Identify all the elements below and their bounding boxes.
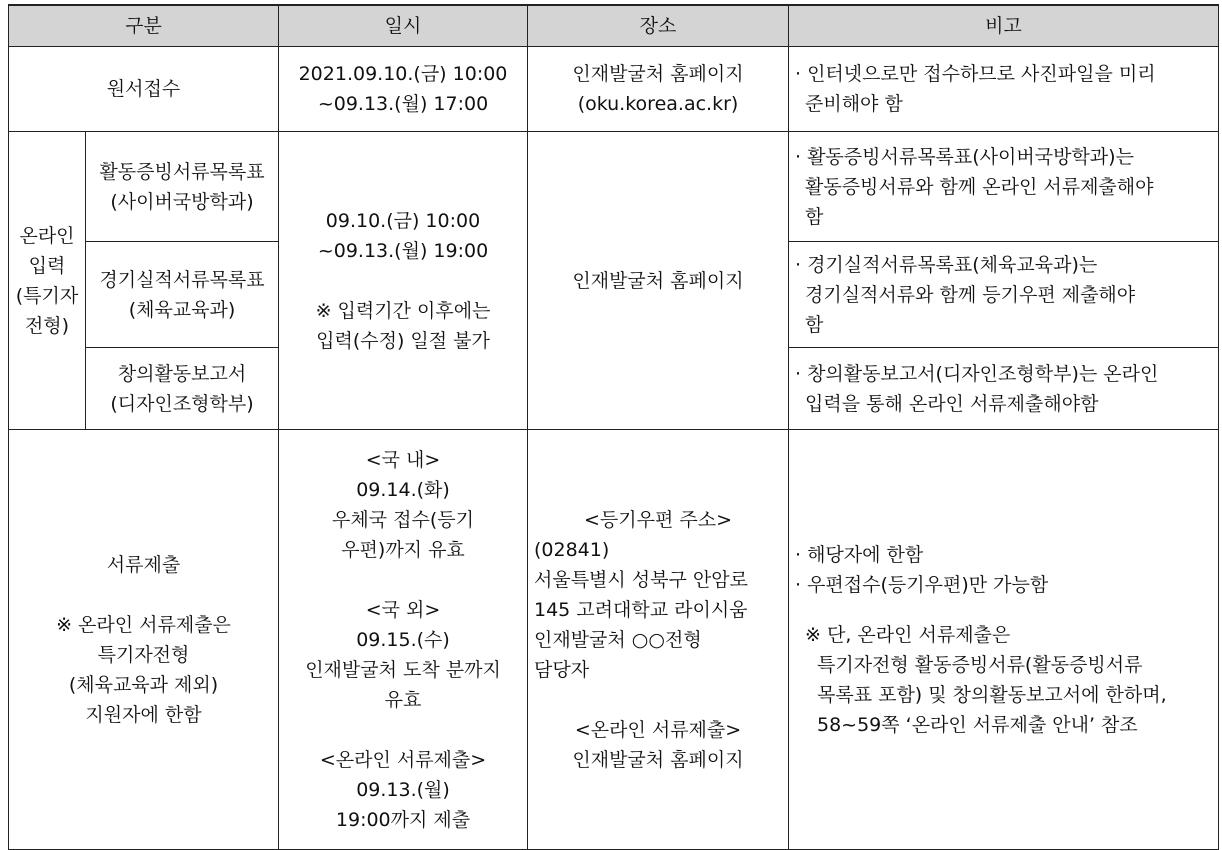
online-sub-creative: 창의활동보고서 (디자인조형학부) (86, 348, 279, 430)
documents-place: <등기우편 주소> (02841) 서울특별시 성북구 안암로 145 고려대학교 라이시움 인재발굴처 ○○전형 담당자 <온라인 서류제출> 인재발굴처 홈페이지 (528, 430, 789, 850)
documents-date: <국 내> 09.14.(화) 우체국 접수(등기 우편)까지 유효 <국 외> 09.15.(수) 인재발굴처 도착 분까지 유효 <온라인 서류제출> 09.13.(월) 19:00까지 제출 (279, 430, 528, 850)
header-note: 비고 (789, 5, 1219, 47)
online-date: 09.10.(금) 10:00 ~09.13.(월) 19:00 ※ 입력기간 이후에는 입력(수정) 일절 불가 (279, 132, 528, 430)
online-sub-activity: 활동증빙서류목록표 (사이버국방학과) (86, 132, 279, 242)
application-date: 2021.09.10.(금) 10:00 ~09.13.(월) 17:00 (279, 47, 528, 132)
documents-note: · 해당자에 한함 · 우편접수(등기우편)만 가능함 ※ 단, 온라인 서류제출은 특기자전형 활동증빙서류(활동증빙서류 목록표 포함) 및 창의활동보고서에 한하며, 58~59쪽 ‘온라인 서류제출 안내’ 참조 (789, 430, 1219, 850)
online-note-creative: · 창의활동보고서(디자인조형학부)는 온라인 입력을 통해 온라인 서류제출해야함 (789, 348, 1219, 430)
header-category: 구분 (9, 5, 279, 47)
header-date: 일시 (279, 5, 528, 47)
documents-row (9, 430, 1219, 850)
online-note-sports: · 경기실적서류목록표(체육교육과)는 경기실적서류와 함께 등기우편 제출해야 함 (789, 242, 1219, 348)
online-note-activity: · 활동증빙서류목록표(사이버국방학과)는 활동증빙서류와 함께 온라인 서류제출해야 함 (789, 132, 1219, 242)
online-row-1 (9, 132, 1219, 242)
schedule-table (8, 4, 1219, 850)
documents-category: 서류제출 ※ 온라인 서류제출은 특기자전형 (체육교육과 제외) 지원자에 한함 (9, 430, 279, 850)
application-place: 인재발굴처 홈페이지 (oku.korea.ac.kr) (528, 47, 789, 132)
header-row (9, 5, 1219, 47)
online-place: 인재발굴처 홈페이지 (528, 132, 789, 430)
header-place: 장소 (528, 5, 789, 47)
online-category: 온라인 입력 (특기자 전형) (9, 132, 86, 430)
application-note: · 인터넷으로만 접수하므로 사진파일을 미리 준비해야 함 (789, 47, 1219, 132)
online-sub-sports: 경기실적서류목록표 (체육교육과) (86, 242, 279, 348)
application-category: 원서접수 (9, 47, 279, 132)
application-row (9, 47, 1219, 132)
